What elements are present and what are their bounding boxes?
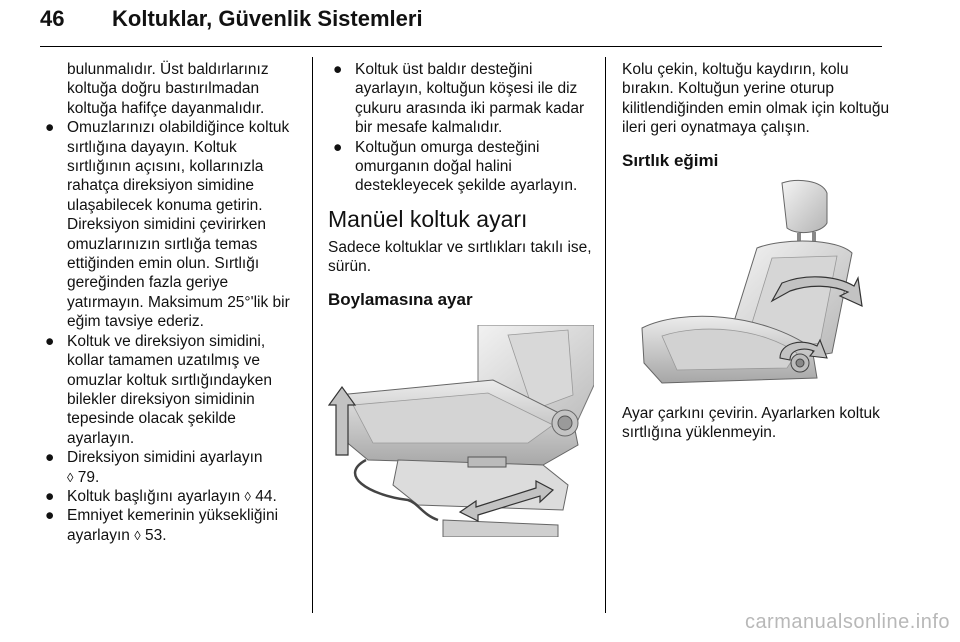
continuation-text: bulunmalıdır. Üst baldırlarınız koltuğa doğru bastırılmadan koltuğa hafifçe dayanmalıdır. [67, 61, 269, 117]
subsection-heading: Boylamasına ayar [328, 289, 473, 309]
figure-caption: Ayar çarkını çevirin. Ayarlarken koltuk sırtlığına yüklenmeyin. [622, 405, 880, 442]
page-header [40, 6, 882, 48]
bullet-icon: ● [333, 138, 343, 156]
bullet-icon: ● [333, 61, 343, 78]
page-number: 46 [40, 6, 65, 31]
bullet-icon: ● [45, 487, 55, 505]
column-3 [622, 60, 890, 182]
figure-caption-block [622, 404, 890, 443]
list-item: ● Koltuk üst baldır desteğini ayarlayın, koltuğun köşesi ile diz çukuru arasında iki parmak kadar bir mesafe kalmalıdır. [333, 61, 585, 137]
watermark: carmanualsonline.info [744, 611, 950, 633]
column-1 [40, 60, 302, 545]
header-rule [40, 46, 882, 47]
list-item: ● Koltuk ve direksiyon simidini, kollar tamamen uzatılmış ve omuzlar koltuk sırtlığındayken bilekler direksiyon simidinin tepesinde olacak şekilde ayarlayın. [45, 332, 273, 447]
column-divider [312, 57, 313, 613]
list-item: ● Koltuğun omurga desteğini omurganın doğal halini destekleyecek şekilde ayarlayın. [333, 138, 578, 195]
page-ref-arrow-icon: ◊ [244, 488, 251, 504]
page-ref-arrow-icon: ◊ [67, 469, 74, 485]
list-item: ● Omuzlarınızı olabildiğince koltuk sırtlığına dayayın. Koltuk sırtlığının açısını, kollarınızla rahatça direksiyon simidine ulaşabilecek konuma getirin. Direksiyon simidini çevirirken omuzlarınızın sırtlığa temas ettiğinden emin olun. Sırtlığı gereğinden fazla geriye yatırmayın. Maksimum 25°'lik bir eğim tavsiye ederiz. [45, 119, 290, 331]
list-item: ● Koltuk başlığını ayarlayın ◊ 44. [45, 487, 277, 505]
section-note: Sadece koltuklar ve sırtlıkları takılı ise, sürün. [328, 238, 592, 276]
section-heading: Manüel koltuk ayarı [328, 205, 528, 232]
page-ref-arrow-icon: ◊ [134, 527, 141, 543]
page-ref-link[interactable]: 53. [144, 526, 167, 544]
bullet-icon: ● [45, 449, 55, 467]
list-item: ● Emniyet kemerinin yüksekliğini ayarlayın ◊ 53. [45, 507, 279, 544]
page-ref-link[interactable]: 44. [255, 487, 277, 505]
column-divider [605, 57, 606, 613]
seat-recline-icon [622, 178, 890, 392]
chapter-title: Koltuklar, Güvenlik Sistemleri [112, 6, 423, 31]
bullet-icon: ● [45, 332, 55, 350]
list-item: ● Direksiyon simidini ayarlayın ◊ 79. [45, 449, 263, 486]
page-ref-link[interactable]: 79. [77, 468, 100, 486]
bullet-icon: ● [45, 507, 55, 525]
subsection-heading: Sırtlık eğimi [622, 150, 719, 170]
seat-backrest-illustration [622, 178, 890, 392]
seat-slide-icon [328, 325, 594, 537]
intro-text: Kolu çekin, koltuğu kaydırın, kolu bırakın. Koltuğun yerine oturup kilitlendiğinden emin olmak için koltuğu ileri geri oynatmaya çalışın. [622, 61, 890, 137]
seat-longitudinal-illustration [328, 325, 594, 537]
column-2 [328, 60, 594, 321]
bullet-icon: ● [45, 119, 55, 137]
